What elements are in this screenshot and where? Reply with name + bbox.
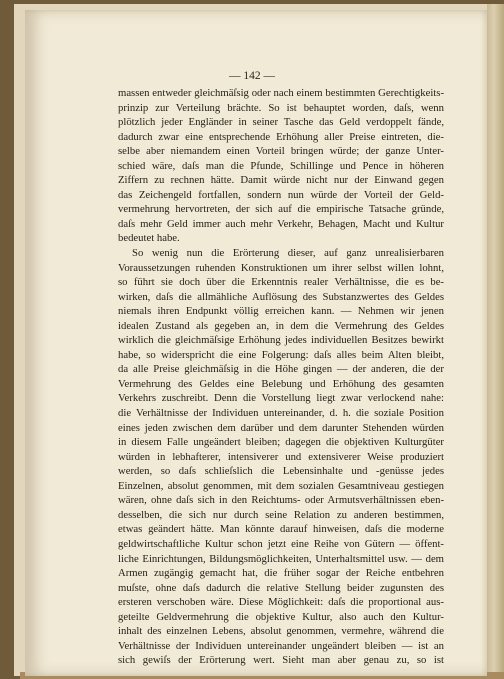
text-line: wären, ohne daſs sich in den Reichtums- oder Armutsverhältnissen eben-: [118, 494, 444, 507]
text-line: desselben, die sich nur durch seine Relation zu anderen bestimmen,: [118, 508, 444, 521]
text-line: Armen zugängig gemacht hat, die früher sogar der Reiche entbehren: [118, 567, 444, 580]
text-line: sich gewiſs der Erörterung wert. Sieht man aber genau zu, so ist: [118, 654, 444, 667]
text-line: geteilte Geldvermehrung die objektive Kultur, also auch den Kultur-: [118, 610, 444, 623]
text-line: ersteren verschoben wäre. Diese Möglichkeit: daſs die proportional aus-: [118, 596, 444, 609]
paragraph: [118, 86, 444, 246]
text-line: da alle Preise gleichmäſsig in die Höhe gingen — der anderen, die der: [118, 363, 444, 376]
text-line: inhalt des einzelnen Lebens, absolut genommen, vermehre, während die: [118, 625, 444, 638]
text-line: Einzelnen, absolut genommen, mit dem sozialen Gesamtniveau gestiegen: [118, 479, 444, 492]
text-line: Verkehrs zuschreibt. Denn die Vorstellung liegt zwar verlockend nahe:: [118, 392, 444, 405]
text-line: Verhältnisse der Individuen untereinander ungeändert bleiben — ist an: [118, 639, 444, 652]
text-line: So wenig nun die Erörterung dieser, auf ganz unrealisierbaren: [132, 247, 444, 260]
text-line: massen entweder gleichmäſsig oder nach einem bestimmten Gerechtigkeits-: [118, 87, 444, 99]
text-line: so führt sie doch über die Erkenntnis realer Verhältnisse, die es be-: [118, 276, 444, 289]
text-line: muſste, ohne daſs dadurch die relative Stellung beider zugunsten des: [118, 581, 444, 594]
text-line: die Verhältnisse der Individuen untereinander, d. h. die soziale Position: [118, 407, 444, 420]
paragraph-container: [118, 86, 444, 668]
text-line: in diesem Falle ungeändert bleiben; dagegen die objektiven Kulturgüter: [118, 436, 444, 449]
text-line: bedeutet habe.: [118, 232, 180, 245]
text-line: prinzip zur Verteilung brächte. So ist behauptet worden, daſs, wenn: [118, 101, 444, 114]
text-line: dadurch zwar eine entsprechende Erhöhung aller Preise eintreten, die-: [118, 130, 444, 143]
text-line: Vermehrung des Geldes eine Belebung und Erhöhung des gesamten: [118, 377, 444, 390]
text-line: das Zeichengeld fortfallen, sondern nun würde der Vorteil der Geld-: [118, 188, 444, 201]
body-text: [118, 86, 444, 668]
text-line: eines jeden zwischen dem darüber und dem darunter Stehenden würden: [118, 421, 444, 434]
text-line: Voraussetzungen ruhenden Konstruktionen um ihrer selbst willen lohnt,: [118, 261, 444, 274]
text-line: vermehrung hervortreten, der sich auf die empirische Tatsache gründe,: [118, 203, 444, 216]
text-line: daſs mehr Geld immer auch mehr Verkehr, Behagen, Macht und Kultur: [118, 217, 444, 230]
page-number: — 142 —: [229, 70, 275, 82]
text-line: wirken, daſs die allmähliche Auflösung des Substanzwertes des Geldes: [118, 290, 444, 303]
page-edge-right: [487, 4, 504, 679]
text-line: wirklich die gleichmäſsige Erhöhung jedes individuellen Besitzes bewirkt: [118, 334, 444, 347]
text-line: schied wäre, daſs man die Pfunde, Schillinge und Pence in höheren: [118, 159, 444, 172]
text-line: Ziffern zu rechnen hätte. Damit würde nicht nur der Einwand gegen: [118, 174, 444, 187]
text-line: niemals ihren Endpunkt völlig erreichen kann. — Nehmen wir jenen: [118, 305, 444, 318]
text-line: würden in lebhafterer, intensiverer und extensiverer Weise produziert: [118, 450, 444, 463]
text-line: etwas geändert hätte. Man könnte darauf hinweisen, daſs die moderne: [118, 523, 444, 536]
text-line: habe, so widerspricht die eine Folgerung: daſs alles beim Alten bleibt,: [118, 348, 444, 361]
text-line: werden, so daſs schlieſslich die Lebensinhalte und -genüsse jedes: [118, 465, 444, 478]
text-line: liche Einrichtungen, Bildungsmöglichkeiten, Unterhaltsmittel usw. — dem: [118, 552, 444, 565]
text-line: geldwirtschaftliche Kultur schon jetzt eine Reihe von Gütern — öffent-: [118, 537, 444, 550]
text-line: plötzlich jeder Engländer in seiner Tasche das Geld verdoppelt fände,: [118, 116, 444, 129]
paragraph: [118, 246, 444, 668]
text-line: selbe aber niemandem einen Vorteil bringen würde; der ganze Unter-: [118, 145, 444, 158]
text-line: idealen Zustand als gegeben an, in dem die Vermehrung des Geldes: [118, 319, 444, 332]
